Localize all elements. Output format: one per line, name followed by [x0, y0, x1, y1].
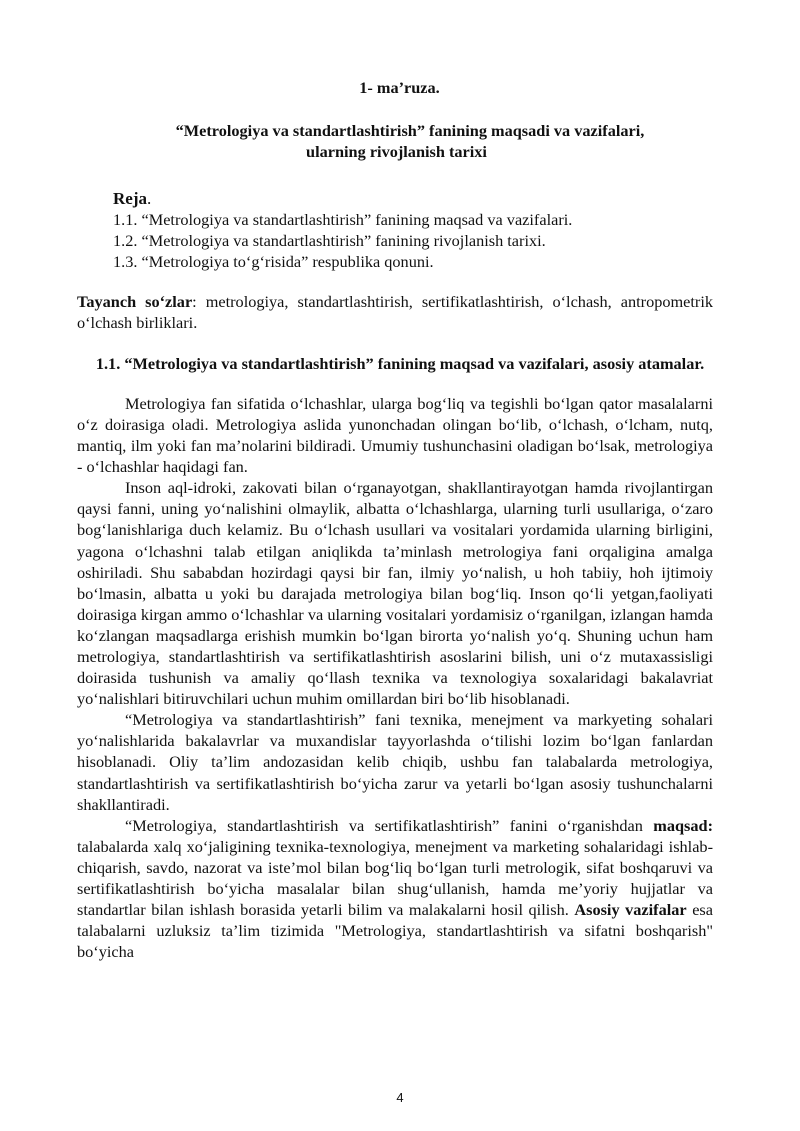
keywords-text: : metrologiya, standartlashtirish, sertifikatlashtirish, o‘lchash, antropometrik o‘lchash birliklari. [77, 291, 713, 332]
paragraph: “Metrologiya va standartlashtirish” fani texnika, menejment va markyeting sohalari yo‘nalishlarida bakalavrlar va muxandislar tayyorlashda o‘tilishi lozim bo‘lgan fanlardan hisoblanadi. Oliy ta’lim andozasidan kelib chiqib, ushbu fan talabalarda metrologiya, standartlashtirish va sertifikatlashtirish bo‘yicha zarur va yetarli bo‘lgan asosiy tushunchalarni shakllantiradi. [77, 710, 713, 814]
page-number: 4 [396, 1090, 404, 1105]
lecture-number: 1- ma’ruza. [359, 78, 440, 97]
lecture-title-line-1: “Metrologiya va standartlashtirish” fanining maqsadi va vazifalari, [175, 121, 645, 140]
plan-item: 1.3. “Metrologiya to‘g‘risida” respublika qonuni. [113, 252, 434, 272]
keywords-label: Tayanch so‘zlar [77, 291, 193, 311]
page-content [77, 77, 713, 962]
paragraph-bold-term: Asosiy vazifalar [574, 900, 687, 920]
paragraph-text: esa talabalarni uzluksiz ta’lim tizimida "Metrologiya, standartlashtirish va sifatni boshqarish" bo‘yicha [77, 900, 713, 962]
lecture-title-line-2: ularning rivojlanish tarixi [306, 142, 487, 162]
paragraph: Metrologiya fan sifatida o‘lchashlar, ularga bog‘liq va tegishli bo‘lgan qator masalalarni o‘z doirasiga oladi. Metrologiya aslida yunonchadan olingan bo‘lib, o‘lchash, o‘lcham, nutq, mantiq, ilm yoki fan ma’nolarini bildiradi. Umumiy tushunchasini oladigan bo‘lsak, metrologiya - o‘lchashlar haqidagi fan. [77, 393, 713, 477]
paragraph: Inson aql-idroki, zakovati bilan o‘rganayotgan, shakllantirayotgan hamda rivojlantirgan qaysi fanni, uning yo‘nalishini olmaylik, albatta o‘lchashlarga, ularning turli usullariga, o‘zaro bog‘lanishlariga duch kelamiz. Bu o‘lchash usullari va vositalari yordamida ularning birligini, yagona o‘lchashni talab etilgan aniqlikda ta’minlash metrologiya fani orqaligina amalga oshiriladi. Shu sababdan hozirdagi qaysi bir fan, ilmiy yo‘nalish, u hoh tabiiy, hoh ijtimoiy bo‘lmasin, albatta u yoki bu darajada metrologiya bilan bog‘liq. Inson qo‘li yetgan,faoliyati doirasiga kirgan ammo o‘lchashlar va ularning vositalari yordamisiz o‘rganilgan, izlangan hamda ko‘zlangan maqsadlarga erishish mumkin bo‘lgan birorta yo‘nalish yo‘q. Shuning uchun ham metrologiya, standartlashtirish va sertifikatlashtirish asoslarini bilish, uni o‘z mutaxassisligi doirasida tushunish va amaliy qo‘llash texnika va texnologiya soxalaridagi bakalavriat yo‘nalishlari bitiruvchilari uchun muhim omillardan biri bo‘lib hisoblanadi. [77, 478, 713, 709]
paragraph [77, 815, 713, 963]
plan-item: 1.1. “Metrologiya va standartlashtirish” fanining maqsad va vazifalari. [113, 210, 573, 230]
plan-heading [113, 188, 713, 209]
keywords [77, 291, 713, 333]
plan-label-suffix: . [146, 189, 152, 209]
paragraph-text: “Metrologiya, standartlashtirish va sertifikatlashtirish” fanini o‘rganishdan [125, 815, 654, 835]
plan-section [77, 188, 713, 272]
paragraph-text: talabalarda xalq xo‘jaligining texnika-texnologiya, menejment va marketing sohalaridagi ishlab-chiqarish, savdo, nazorat va iste’mol bilan bog‘liq bo‘lgan turli metrologik, sifat boshqaruvi va sertifikatlashtirish bo‘yicha masalalar bilan shug‘ullanish, hamda me’yoriy hujjatlar va standartlar bilan ishlash borasida yetarli bilim va malakalarni hosil qilish. [77, 836, 713, 920]
plan-label: Reja [113, 189, 147, 209]
paragraph-bold-term: maqsad: [653, 815, 713, 835]
plan-item: 1.2. “Metrologiya va standartlashtirish” fanining rivojlanish tarixi. [113, 231, 546, 251]
section-title: 1.1. “Metrologiya va standartlashtirish” fanining maqsad va vazifalari, asosiy atamalar. [95, 353, 705, 373]
lecture-title [77, 120, 713, 162]
